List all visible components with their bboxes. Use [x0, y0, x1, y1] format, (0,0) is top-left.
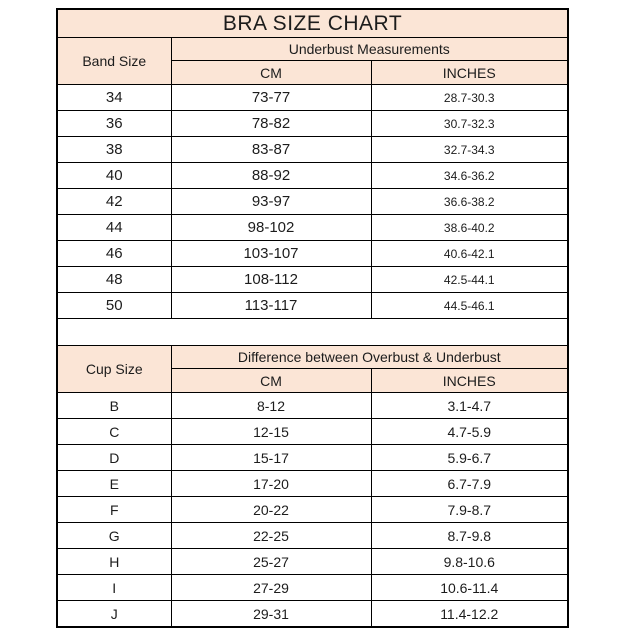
cup-inches-value: 4.7-5.9	[371, 419, 568, 445]
spacer-cell	[57, 319, 568, 346]
cup-inches-value: 10.6-11.4	[371, 575, 568, 601]
band-size-value: 40	[57, 163, 171, 189]
cup-row	[57, 445, 568, 471]
cup-inches-value: 3.1-4.7	[371, 393, 568, 419]
band-inches-value: 34.6-36.2	[371, 163, 568, 189]
band-cm-value: 93-97	[171, 189, 371, 215]
band-row	[57, 85, 568, 111]
band-size-header: Band Size	[57, 38, 171, 85]
band-cm-value: 108-112	[171, 267, 371, 293]
cup-cm-value: 25-27	[171, 549, 371, 575]
cup-size-value: D	[57, 445, 171, 471]
band-group-header-row	[57, 38, 568, 61]
band-size-value: 38	[57, 137, 171, 163]
band-size-value: 48	[57, 267, 171, 293]
band-inches-value: 40.6-42.1	[371, 241, 568, 267]
band-size-value: 50	[57, 293, 171, 319]
cup-size-value: G	[57, 523, 171, 549]
cup-row	[57, 523, 568, 549]
band-row	[57, 189, 568, 215]
band-cm-value: 98-102	[171, 215, 371, 241]
band-size-value: 44	[57, 215, 171, 241]
band-row	[57, 163, 568, 189]
band-cm-value: 88-92	[171, 163, 371, 189]
cup-cm-value: 20-22	[171, 497, 371, 523]
cup-group-header-row	[57, 346, 568, 369]
band-row	[57, 215, 568, 241]
cup-inches-value: 6.7-7.9	[371, 471, 568, 497]
band-row	[57, 137, 568, 163]
band-cm-value: 78-82	[171, 111, 371, 137]
band-size-value: 34	[57, 85, 171, 111]
band-inches-value: 30.7-32.3	[371, 111, 568, 137]
band-size-value: 42	[57, 189, 171, 215]
band-cm-value: 73-77	[171, 85, 371, 111]
cup-row	[57, 393, 568, 419]
cup-size-value: E	[57, 471, 171, 497]
band-inches-value: 44.5-46.1	[371, 293, 568, 319]
band-inches-value: 32.7-34.3	[371, 137, 568, 163]
cup-row	[57, 601, 568, 628]
cup-size-value: H	[57, 549, 171, 575]
cup-cm-value: 8-12	[171, 393, 371, 419]
cup-size-value: C	[57, 419, 171, 445]
cup-size-value: F	[57, 497, 171, 523]
band-inches-value: 36.6-38.2	[371, 189, 568, 215]
cup-row	[57, 549, 568, 575]
section-spacer-row	[57, 319, 568, 346]
cup-inches-value: 8.7-9.8	[371, 523, 568, 549]
band-row	[57, 241, 568, 267]
cup-row	[57, 419, 568, 445]
cup-inches-header: INCHES	[371, 369, 568, 393]
cup-cm-value: 17-20	[171, 471, 371, 497]
cup-size-header: Cup Size	[57, 346, 171, 393]
cup-cm-value: 22-25	[171, 523, 371, 549]
cup-inches-value: 5.9-6.7	[371, 445, 568, 471]
band-cm-value: 113-117	[171, 293, 371, 319]
cup-cm-value: 12-15	[171, 419, 371, 445]
cup-cm-header: CM	[171, 369, 371, 393]
band-cm-value: 83-87	[171, 137, 371, 163]
cup-cm-value: 27-29	[171, 575, 371, 601]
cup-size-value: I	[57, 575, 171, 601]
cup-inches-value: 7.9-8.7	[371, 497, 568, 523]
cup-row	[57, 471, 568, 497]
cup-size-value: B	[57, 393, 171, 419]
cup-inches-value: 9.8-10.6	[371, 549, 568, 575]
band-inches-value: 38.6-40.2	[371, 215, 568, 241]
band-inches-value: 28.7-30.3	[371, 85, 568, 111]
band-size-value: 46	[57, 241, 171, 267]
cup-size-value: J	[57, 601, 171, 628]
band-row	[57, 293, 568, 319]
band-inches-header: INCHES	[371, 61, 568, 85]
cup-cm-value: 29-31	[171, 601, 371, 628]
band-row	[57, 111, 568, 137]
band-inches-value: 42.5-44.1	[371, 267, 568, 293]
page-title: BRA SIZE CHART	[57, 9, 568, 38]
overbust-difference-header: Difference between Overbust & Underbust	[171, 346, 568, 369]
cup-row	[57, 575, 568, 601]
band-row	[57, 267, 568, 293]
cup-inches-value: 11.4-12.2	[371, 601, 568, 628]
band-size-value: 36	[57, 111, 171, 137]
bra-size-chart-table	[56, 8, 569, 628]
band-cm-value: 103-107	[171, 241, 371, 267]
cup-cm-value: 15-17	[171, 445, 371, 471]
band-cm-header: CM	[171, 61, 371, 85]
underbust-measurements-header: Underbust Measurements	[171, 38, 568, 61]
cup-row	[57, 497, 568, 523]
title-row	[57, 9, 568, 38]
